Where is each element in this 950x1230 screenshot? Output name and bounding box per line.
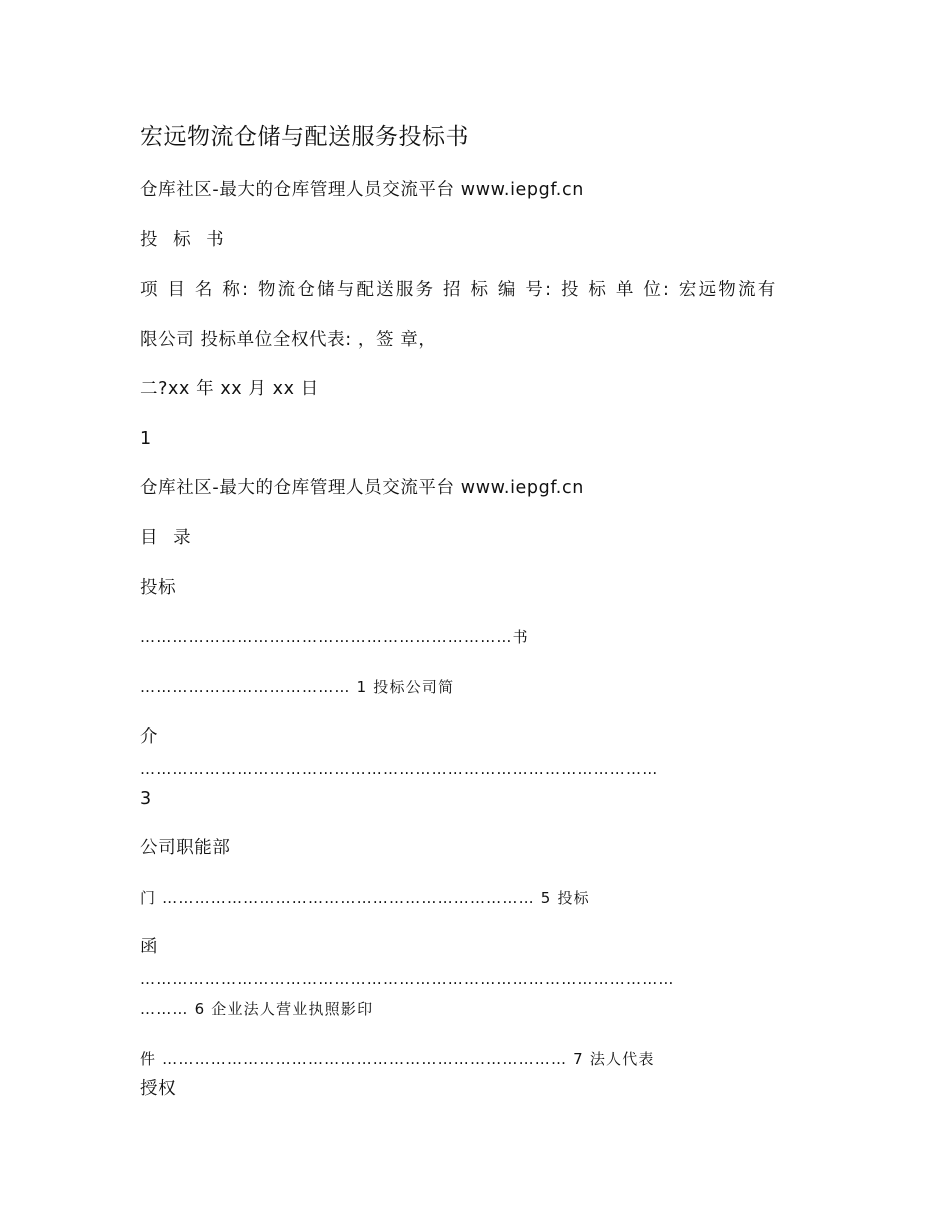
toc-line: 函 bbox=[140, 937, 159, 957]
toc-line: ………………………………… 1 投标公司简 bbox=[140, 678, 455, 696]
date-line: 二?xx 年 xx 月 xx 日 bbox=[140, 379, 319, 399]
site-header: 仓库社区-最大的仓库管理人员交流平台 www.iepgf.cn bbox=[140, 478, 584, 498]
toc-line: 介 bbox=[140, 727, 159, 747]
project-info-line-1: 项 目 名 称: 物流仓储与配送服务 招 标 编 号: 投 标 单 位: 宏远物流有 bbox=[140, 280, 778, 300]
toc-line: 公司职能部 bbox=[140, 838, 231, 858]
toc-line: 授权 bbox=[140, 1079, 177, 1099]
document-title: 宏远物流仓储与配送服务投标书 bbox=[140, 124, 469, 150]
toc-line: 门 …………………………………………………………… 5 投标 bbox=[140, 889, 590, 907]
toc-line: 3 bbox=[140, 789, 152, 809]
toc-line: ……………………………………………………………书 bbox=[140, 628, 529, 646]
toc-line: 件 ………………………………………………………………… 7 法人代表 bbox=[140, 1050, 655, 1068]
page-number: 1 bbox=[140, 429, 152, 449]
toc-line: ……… 6 企业法人营业执照影印 bbox=[140, 1000, 374, 1018]
toc-heading: 目 录 bbox=[140, 528, 196, 548]
toc-line: ……………………………………………………………………………………… bbox=[140, 970, 675, 988]
site-header: 仓库社区-最大的仓库管理人员交流平台 www.iepgf.cn bbox=[140, 180, 584, 200]
toc-line: …………………………………………………………………………………… bbox=[140, 760, 659, 778]
toc-line: 投标 bbox=[140, 578, 177, 598]
section-label: 投 标 书 bbox=[140, 230, 229, 250]
project-info-line-2: 限公司 投标单位全权代表: ，签 章， bbox=[140, 330, 437, 350]
